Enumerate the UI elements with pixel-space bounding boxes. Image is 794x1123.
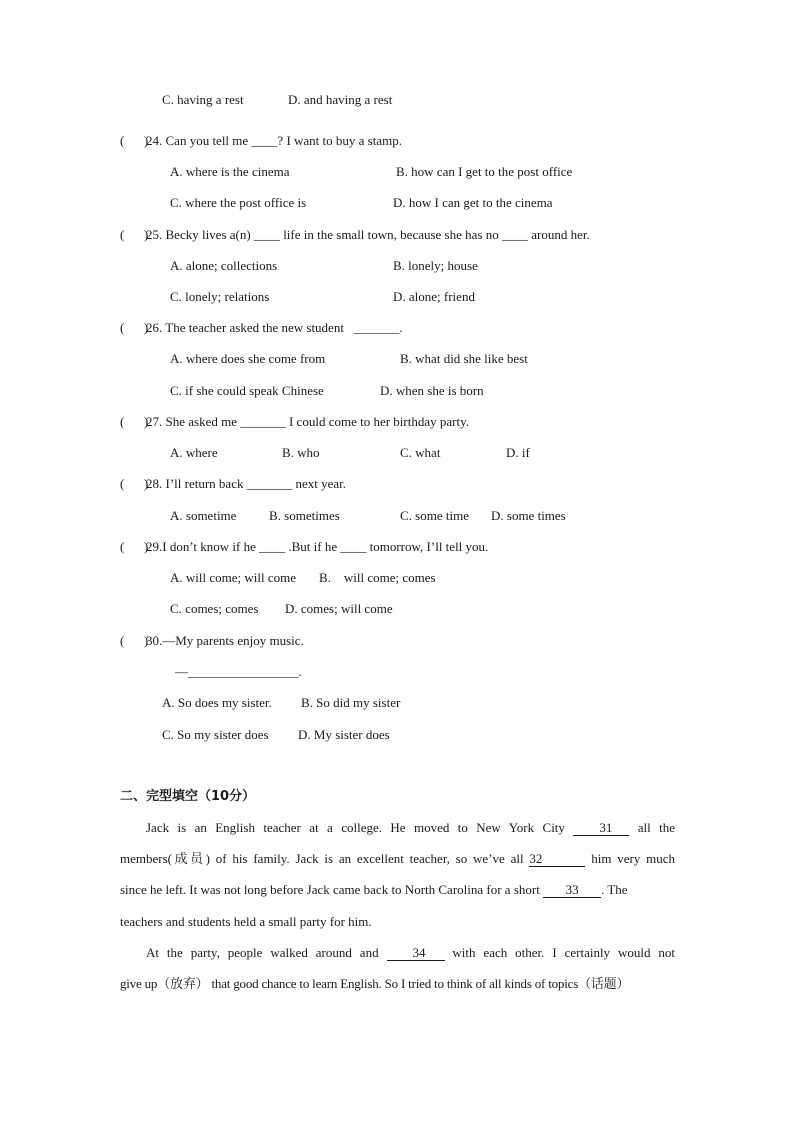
option-b: B. will come; comes <box>319 570 436 585</box>
option-c: C. some time <box>400 508 469 523</box>
option-b: B. how can I get to the post office <box>396 164 573 179</box>
option-d: D. comes; will come <box>285 601 393 616</box>
option-a: A. will come; will come <box>170 570 297 585</box>
option-a: A. where <box>170 445 218 460</box>
option-d: D. My sister does <box>298 727 390 742</box>
option-b: B. who <box>282 445 320 460</box>
answer-paren[interactable]: ( ) <box>120 320 149 335</box>
cloze-blank-31[interactable]: 31 <box>573 821 629 836</box>
paragraph-line: give up（放弃） that good chance to learn English. So I tried to think of all kinds of topics（话题） <box>120 976 630 991</box>
option-d: D. some times <box>491 508 566 523</box>
cloze-blank-33[interactable]: 33 <box>543 883 601 898</box>
option-d: D. alone; friend <box>393 289 475 304</box>
answer-paren[interactable]: ( ) <box>120 633 149 648</box>
question-stem: 28. I’ll return back _______ next year. <box>146 476 346 491</box>
answer-paren[interactable]: ( ) <box>120 476 149 491</box>
question-stem: 30.—My parents enjoy music. <box>146 633 304 648</box>
option-a: A. So does my sister. <box>162 695 272 710</box>
option-c: C. So my sister does <box>162 727 269 742</box>
option-b: B. So did my sister <box>301 695 401 710</box>
option-d: D. when she is born <box>380 383 484 398</box>
option-a: A. where is the cinema <box>170 164 290 179</box>
answer-paren[interactable]: ( ) <box>120 133 149 148</box>
option-a: A. alone; collections <box>170 258 278 273</box>
question-stem: 24. Can you tell me ____? I want to buy a stamp. <box>146 133 402 148</box>
cloze-blank-32[interactable]: 32 <box>529 852 585 867</box>
option-a: A. where does she come from <box>170 351 326 366</box>
option-b: B. sometimes <box>269 508 340 523</box>
question-stem: 26. The teacher asked the new student _______. <box>146 320 403 335</box>
option-c: C. where the post office is <box>170 195 307 210</box>
paragraph-line: Jack is an English teacher at a college. He moved to New York City 31 all the <box>146 820 676 835</box>
cloze-blank-34[interactable]: 34 <box>387 946 445 961</box>
question-stem: 29.I don’t know if he ____ .But if he ____ tomorrow, I’ll tell you. <box>146 539 489 554</box>
question-stem: 27. She asked me _______ I could come to her birthday party. <box>146 414 469 429</box>
paragraph-line: teachers and students held a small party for him. <box>120 914 372 929</box>
section-title: 二、完型填空（10分） <box>120 789 256 804</box>
option-c: C. what <box>400 445 441 460</box>
paragraph-line: At the party, people walked around and 34 with each other. I certainly would not <box>146 945 676 960</box>
option-d: D. and having a rest <box>288 92 393 107</box>
option-a: A. sometime <box>170 508 237 523</box>
option-b: B. lonely; house <box>393 258 478 273</box>
paragraph-line: since he left. It was not long before Jack came back to North Carolina for a short 33 . The <box>120 882 628 897</box>
dialogue-reply-blank: —_________________. <box>175 664 302 679</box>
answer-paren[interactable]: ( ) <box>120 414 149 429</box>
option-b: B. what did she like best <box>400 351 528 366</box>
paragraph-line: members(成员) of his family. Jack is an excellent teacher, so we’ve all 32 him very much <box>120 851 676 866</box>
option-c: C. lonely; relations <box>170 289 270 304</box>
option-c: C. comes; comes <box>170 601 259 616</box>
option-c: C. if she could speak Chinese <box>170 383 324 398</box>
answer-paren[interactable]: ( ) <box>120 227 149 242</box>
question-stem: 25. Becky lives a(n) ____ life in the small town, because she has no ____ around her. <box>146 227 590 242</box>
option-d: D. how I can get to the cinema <box>393 195 553 210</box>
option-d: D. if <box>506 445 530 460</box>
answer-paren[interactable]: ( ) <box>120 539 149 554</box>
option-c: C. having a rest <box>162 92 244 107</box>
